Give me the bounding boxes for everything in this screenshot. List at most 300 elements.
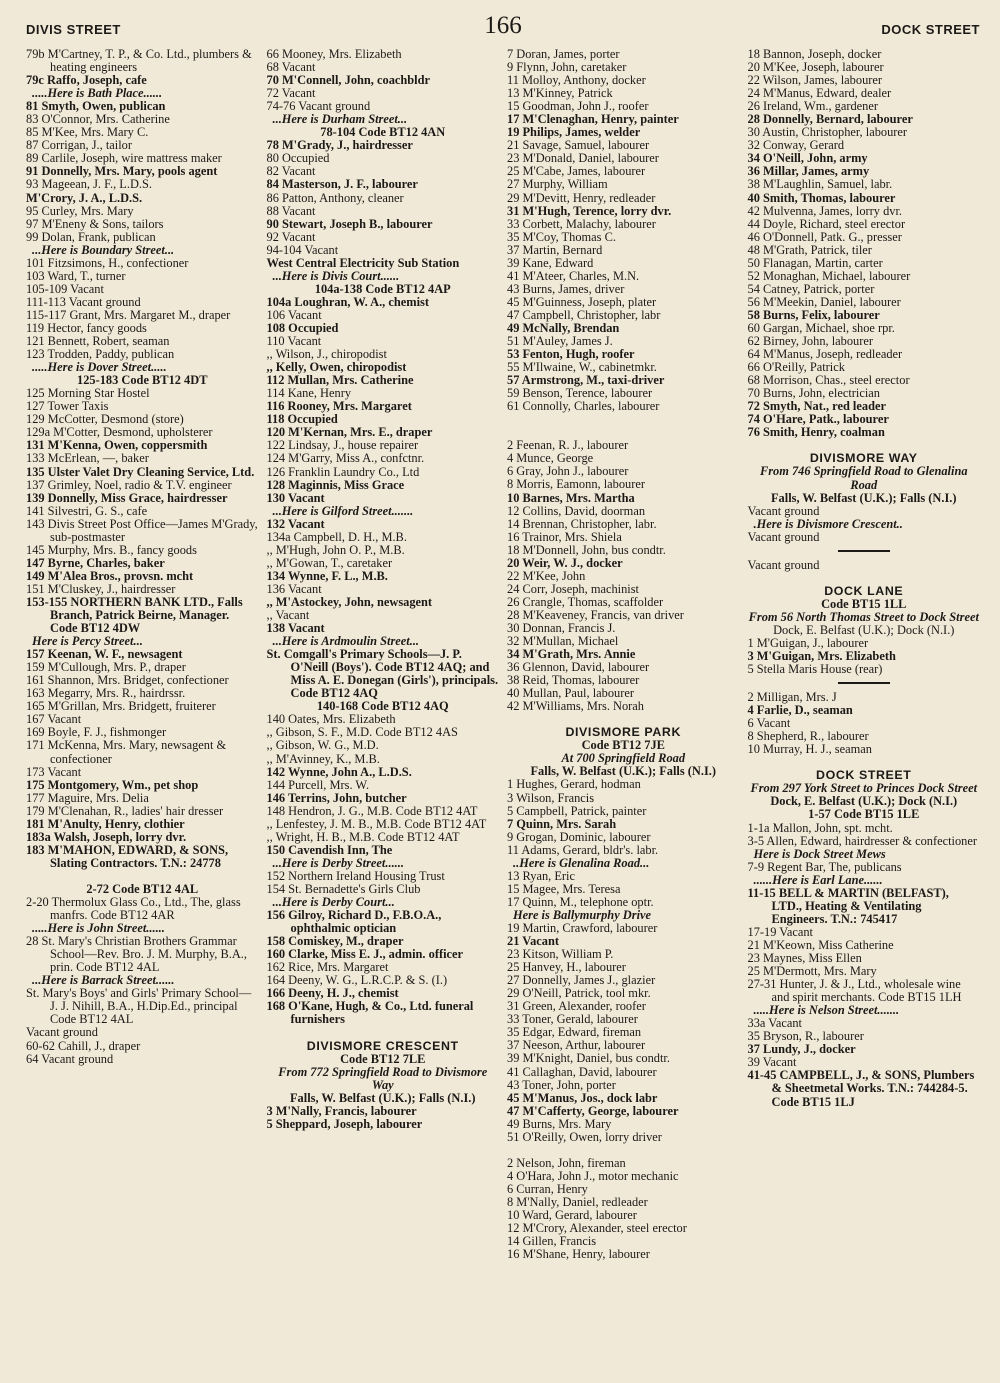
directory-entry: 40 Smith, Thomas, labourer xyxy=(747,190,896,205)
directory-entry: 41 Callaghan, David, labourer xyxy=(507,1064,657,1079)
directory-entry: 160 Clarke, Miss E. J., admin. officer xyxy=(266,947,464,962)
directory-entry: 4 Farlie, D., seaman xyxy=(747,703,853,718)
directory-entry: 74-76 Vacant ground xyxy=(266,99,371,114)
page-number: 166 xyxy=(484,12,522,39)
directory-entry: 7 Quinn, Mrs. Sarah xyxy=(507,816,617,831)
directory-entry: 141 Silvestri, G. S., cafe xyxy=(26,503,148,518)
directory-entry: 79b M'Cartney, T. P., & Co. Ltd., plumbers & heating engineers xyxy=(26,47,252,75)
directory-entry: From 56 North Thomas Street to Dock Street xyxy=(748,609,979,624)
directory-entry: 25 M'Dermott, Mrs. Mary xyxy=(747,964,877,979)
directory-entry: 123 Trodden, Paddy, publican xyxy=(26,347,175,362)
cross-street-marker: Here is Dock Street Mews xyxy=(753,846,886,861)
directory-entry: 90 Stewart, Joseph B., labourer xyxy=(266,216,433,231)
directory-entry: 5 Sheppard, Joseph, labourer xyxy=(266,1116,423,1131)
directory-entry: 56 M'Meekin, Daniel, labourer xyxy=(747,294,901,309)
directory-entry: 37 Lundy, J., docker xyxy=(747,1042,856,1057)
directory-entry: 1 M'Guigan, J., labourer xyxy=(747,635,869,650)
directory-entry: 138 Vacant xyxy=(266,621,325,636)
directory-entry: 111-113 Vacant ground xyxy=(26,294,141,309)
running-head-right: DOCK STREET xyxy=(881,22,980,37)
directory-entry: 81 Smyth, Owen, publican xyxy=(26,99,166,114)
directory-entry: 127 Tower Taxis xyxy=(26,399,109,414)
directory-entry: 33a Vacant xyxy=(747,1016,802,1031)
directory-entry: 64 Vacant ground xyxy=(26,1051,114,1066)
directory-entry: 33 Toner, Gerald, labourer xyxy=(507,1012,638,1027)
spacer xyxy=(507,413,740,426)
directory-entry: 125-183 Code BT12 4DT xyxy=(77,373,208,388)
spacer xyxy=(26,870,259,883)
directory-entry: 39 Vacant xyxy=(747,1055,797,1070)
column-1 xyxy=(26,48,259,1261)
directory-entry: 36 Millar, James, army xyxy=(747,164,870,179)
directory-entry: Vacant ground xyxy=(747,503,820,518)
cross-street-marker: ..Here is Glenalina Road... xyxy=(513,855,650,870)
directory-entry: 95 Curley, Mrs. Mary xyxy=(26,203,134,218)
directory-entry: 49 Burns, Mrs. Mary xyxy=(507,1116,612,1131)
directory-entry: 132 Vacant xyxy=(266,516,325,531)
directory-entry: 1-57 Code BT15 1LE xyxy=(808,807,920,822)
directory-entry: 156 Gilroy, Richard D., F.B.O.A., ophthalmic optician xyxy=(266,908,442,936)
column-2 xyxy=(267,48,500,1261)
directory-entry: 154 St. Bernadette's Girls Club xyxy=(266,882,421,896)
directory-entry: 60-62 Cahill, J., draper xyxy=(26,1038,141,1053)
directory-entry: 137 Grimley, Noel, radio & T.V. engineer xyxy=(26,477,232,492)
directory-entry: 24 M'Manus, Edward, dealer xyxy=(747,86,892,101)
directory-entry: 37 Neeson, Arthur, labourer xyxy=(507,1038,646,1053)
directory-entry: 91 Donnelly, Mrs. Mary, pools agent xyxy=(26,164,218,179)
cross-street-marker: ...Here is Barrack Street...... xyxy=(32,973,175,988)
directory-entry: 135 Ulster Valet Dry Cleaning Service, Ltd. xyxy=(26,464,255,479)
directory-entry: 157 Keenan, W. F., newsagent xyxy=(26,647,183,662)
directory-entry: 10 Murray, H. J., seaman xyxy=(747,742,872,757)
directory-entry: 181 M'Anulty, Henry, clothier xyxy=(26,816,185,831)
street-heading: DIVISMORE CRESCENT xyxy=(306,1038,459,1053)
directory-entry: 175 Montgomery, Wm., pet shop xyxy=(26,777,199,792)
directory-entry: 144 Purcell, Mrs. W. xyxy=(266,777,370,792)
directory-entry: 14 Gillen, Francis xyxy=(507,1234,597,1249)
directory-entry: 17-19 Vacant xyxy=(747,924,813,939)
directory-entry: 7 Doran, James, porter xyxy=(507,47,620,61)
directory-entry: 27-31 Hunter, J. & J., Ltd., wholesale wine and spirit merchants. Code BT15 1LH xyxy=(747,977,962,1005)
directory-entry: 72 Smyth, Nat., red leader xyxy=(747,399,886,414)
directory-entry: 83 O'Connor, Mrs. Catherine xyxy=(26,112,170,127)
directory-entry: 114 Kane, Henry xyxy=(266,386,352,401)
directory-entry: ,, M'Hugh, John O. P., M.B. xyxy=(266,542,405,557)
directory-entry: 158 Comiskey, M., draper xyxy=(266,934,404,949)
cross-street-marker: ...Here is Ardmoulin Street... xyxy=(272,634,420,649)
divider xyxy=(838,550,890,552)
directory-entry: 41-45 CAMPBELL, J., & SONS, Plumbers & Sheetmetal Works. T.N.: 744284-5. Code BT15 1LJ xyxy=(747,1068,975,1109)
directory-entry: 150 Cavendish Inn, The xyxy=(266,842,393,857)
directory-entry: 10 Ward, Gerard, labourer xyxy=(507,1207,637,1222)
directory-entry: 142 Wynne, John A., L.D.S. xyxy=(266,764,412,779)
cross-street-marker: .Here is Divismore Crescent.. xyxy=(753,516,903,531)
directory-entry: 28 Donnelly, Bernard, labourer xyxy=(747,112,913,127)
directory-entry: 171 McKenna, Mrs. Mary, newsagent & confectioner xyxy=(26,738,227,766)
directory-entry: 167 Vacant xyxy=(26,712,82,727)
directory-entry: 51 O'Reilly, Owen, lorry driver xyxy=(507,1129,662,1144)
directory-entry: 136 Vacant xyxy=(266,581,322,596)
directory-entry: 97 M'Eneny & Sons, tailors xyxy=(26,216,164,231)
directory-entry: 45 M'Guinness, Joseph, plater xyxy=(507,294,657,309)
directory-entry: 3 M'Guigan, Mrs. Elizabeth xyxy=(747,649,896,664)
directory-entry: 20 M'Kee, Joseph, labourer xyxy=(747,60,884,75)
directory-entry: 64 M'Manus, Joseph, redleader xyxy=(747,347,903,362)
directory-entry: Falls, W. Belfast (U.K.); Falls (N.I.) xyxy=(289,1090,476,1105)
directory-entry: 55 M'Ilwaine, W., cabinetmkr. xyxy=(507,360,657,375)
directory-entry: 30 Austin, Christopher, labourer xyxy=(747,125,908,140)
directory-entry: 28 M'Keaveney, Francis, van driver xyxy=(507,607,684,622)
directory-entry: 169 Boyle, F. J., fishmonger xyxy=(26,725,167,740)
page-header xyxy=(26,14,980,48)
directory-entry: At 700 Springfield Road xyxy=(561,751,686,766)
directory-entry: 18 M'Donnell, John, bus condtr. xyxy=(507,542,666,557)
cross-street-marker: .....Here is John Street...... xyxy=(32,921,165,936)
directory-entry: 21 Savage, Samuel, labourer xyxy=(507,138,650,153)
directory-entry: 76 Smith, Henry, coalman xyxy=(747,425,885,440)
directory-entry: 130 Vacant xyxy=(266,490,325,505)
directory-entry: 68 Morrison, Chas., steel erector xyxy=(747,373,910,388)
directory-entry: 68 Vacant xyxy=(266,60,316,75)
directory-entry: 94-104 Vacant xyxy=(266,242,339,257)
directory-entry: Vacant ground xyxy=(747,557,820,572)
directory-entry: 43 Toner, John, porter xyxy=(507,1077,616,1092)
directory-entry: 121 Bennett, Robert, seaman xyxy=(26,334,170,349)
directory-entry: 133 McErlean, —, baker xyxy=(26,451,149,466)
directory-entry: 8 M'Nally, Daniel, redleader xyxy=(507,1194,648,1209)
directory-entry: 22 Wilson, James, labourer xyxy=(747,73,883,88)
directory-entry: 32 Conway, Gerard xyxy=(747,138,845,153)
directory-entry: 173 Vacant xyxy=(26,764,82,779)
directory-entry: Vacant ground xyxy=(747,529,820,544)
directory-entry: 35 Bryson, R., labourer xyxy=(747,1029,864,1044)
directory-entry: 13 Ryan, Eric xyxy=(507,868,575,883)
directory-entry: 45 M'Manus, Jos., dock labr xyxy=(507,1090,658,1105)
directory-entry: 183 M'MAHON, EDWARD, & SONS, Slating Contractors. T.N.: 24778 xyxy=(26,842,229,870)
directory-entry: 51 M'Auley, James J. xyxy=(507,334,613,349)
directory-entry: 11 Adams, Gerard, bldr's. labr. xyxy=(507,842,659,857)
street-heading: DOCK STREET xyxy=(816,768,912,783)
directory-entry: 84 Masterson, J. F., labourer xyxy=(266,177,418,192)
directory-entry: 16 M'Shane, Henry, labourer xyxy=(507,1247,650,1262)
cross-street-marker: Here is Ballymurphy Drive xyxy=(513,907,652,922)
directory-entry: 21 M'Keown, Miss Catherine xyxy=(747,937,894,952)
directory-entry: 48 M'Grath, Patrick, tiler xyxy=(747,242,872,257)
directory-entry: 47 Campbell, Christopher, labr xyxy=(507,307,661,322)
directory-entry: 179 M'Clenahan, R., ladies' hair dresser xyxy=(26,803,224,818)
directory-entry: 99 Dolan, Frank, publican xyxy=(26,229,156,244)
directory-entry: 146 Terrins, John, butcher xyxy=(266,790,407,805)
directory-entry: Code BT12 7LE xyxy=(340,1051,426,1066)
directory-entry: From 746 Springfield Road to Glenalina Road xyxy=(759,464,968,492)
directory-entry: ,, Gibson, W. G., M.D. xyxy=(266,738,379,753)
directory-entry: 54 Catney, Patrick, porter xyxy=(747,281,875,296)
directory-entry: 149 M'Alea Bros., provsn. mcht xyxy=(26,568,194,583)
directory-entry: 21 Vacant xyxy=(507,934,559,949)
street-heading: DIVISMORE PARK xyxy=(565,725,682,740)
spacer xyxy=(748,572,981,585)
directory-entry: 165 M'Grillan, Mrs. Bridgett, fruiterer xyxy=(26,699,216,714)
directory-entry: 12 M'Crory, Alexander, steel erector xyxy=(507,1221,687,1236)
directory-entry: 14 Brennan, Christopher, labr. xyxy=(507,516,657,531)
directory-entry: St. Comgall's Primary Schools—J. P. O'Neill (Boys'). Code BT12 4AQ; and Miss A. E. Donegan (Girls'), principals. Code BT12 4AQ xyxy=(266,647,499,701)
directory-entry: 152 Northern Ireland Housing Trust xyxy=(266,868,445,883)
directory-entry: 39 M'Knight, Daniel, bus condtr. xyxy=(507,1051,670,1066)
cross-street-marker: ...Here is Derby Court... xyxy=(272,895,395,910)
directory-entry: 6 Gray, John J., labourer xyxy=(507,464,629,479)
directory-entry: 15 Magee, Mrs. Teresa xyxy=(507,881,621,896)
directory-entry: 62 Birney, John, labourer xyxy=(747,334,873,349)
directory-entry: 128 Maginnis, Miss Grace xyxy=(266,477,405,492)
directory-entry: 112 Mullan, Mrs. Catherine xyxy=(266,373,414,388)
cross-street-marker: ...Here is Derby Street...... xyxy=(272,855,404,870)
directory-entry: West Central Electricity Sub Station xyxy=(266,255,460,270)
directory-entry: 120 M'Kernan, Mrs. E., draper xyxy=(266,425,433,440)
directory-entry: 161 Shannon, Mrs. Bridget, confectioner xyxy=(26,673,229,688)
directory-entry: ,, Vacant xyxy=(266,608,310,623)
directory-entry: 3 M'Nally, Francis, labourer xyxy=(266,1103,417,1118)
directory-entry: 38 M'Laughlin, Samuel, labr. xyxy=(747,177,893,192)
directory-entry: 85 M'Kee, Mrs. Mary C. xyxy=(26,125,149,140)
directory-entry: 119 Hector, fancy goods xyxy=(26,320,147,335)
directory-entry: 1 Hughes, Gerard, hodman xyxy=(507,777,641,792)
directory-entry: 125 Morning Star Hostel xyxy=(26,386,150,401)
directory-entry: From 297 York Street to Princes Dock Street xyxy=(750,781,978,796)
directory-entry: 10 Barnes, Mrs. Martha xyxy=(507,490,635,505)
directory-entry: 11-15 BELL & MARTIN (BELFAST), LTD., Heating & Ventilating Engineers. T.N.: 745417 xyxy=(747,885,949,926)
directory-entry: 2 Milligan, Mrs. J xyxy=(747,690,837,705)
directory-entry: 4 O'Hara, John J., motor mechanic xyxy=(507,1168,679,1183)
street-heading: DIVISMORE WAY xyxy=(809,451,918,466)
column-4 xyxy=(748,48,981,1261)
directory-entry: 105-109 Vacant xyxy=(26,281,104,296)
directory-entry: 33 Corbett, Malachy, labourer xyxy=(507,216,656,231)
directory-entry: 58 Burns, Felix, labourer xyxy=(747,307,880,322)
directory-entry: Falls, W. Belfast (U.K.); Falls (N.I.) xyxy=(770,490,957,505)
spacer xyxy=(267,1027,500,1040)
directory-entry: 35 Edgar, Edward, fireman xyxy=(507,1025,642,1040)
directory-entry: 27 Donnelly, James J., glazier xyxy=(507,973,656,988)
directory-entry: 11 Molloy, Anthony, docker xyxy=(507,73,646,88)
directory-entry: 3-5 Allen, Edward, hairdresser & confectioner xyxy=(747,833,977,848)
directory-entry: St. Mary's Boys' and Girls' Primary School—J. J. Nihill, B.A., H.Dip.Ed., principal Code BT12 4AL xyxy=(26,986,252,1027)
directory-entry: ,, M'Avinney, K., M.B. xyxy=(266,751,380,766)
directory-entry: 6 Vacant xyxy=(747,716,791,731)
directory-entry: 183a Walsh, Joseph, lorry dvr. xyxy=(26,829,187,844)
directory-entry: 78 M'Grady, J., hairdresser xyxy=(266,138,413,153)
directory-entry: 163 Megarry, Mrs. R., hairdrssr. xyxy=(26,686,186,701)
directory-entry: 5 Stella Maris House (rear) xyxy=(747,662,883,677)
directory-entry: 9 Flynn, John, caretaker xyxy=(507,60,627,75)
directory-entry: 139 Donnelly, Miss Grace, hairdresser xyxy=(26,490,228,505)
directory-entry: 70 M'Connell, John, coachbldr xyxy=(266,73,431,88)
directory-entry: 129 McCotter, Desmond (store) xyxy=(26,412,184,427)
directory-entry: 87 Corrigan, J., tailor xyxy=(26,138,132,153)
directory-entry: 124 M'Garry, Miss A., confctnr. xyxy=(266,451,425,466)
directory-entry: 6 Curran, Henry xyxy=(507,1181,588,1196)
spacer xyxy=(507,1144,740,1157)
directory-entry: 5 Campbell, Patrick, painter xyxy=(507,803,647,818)
directory-entry: 134 Wynne, F. L., M.B. xyxy=(266,568,388,583)
directory-entry: 43 Burns, James, driver xyxy=(507,281,625,296)
directory-entry: 49 McNally, Brendan xyxy=(507,320,620,335)
directory-entry: 177 Maguire, Mrs. Delia xyxy=(26,790,149,805)
directory-entry: 93 Mageean, J. F., L.D.S. xyxy=(26,177,152,192)
directory-entry: 116 Rooney, Mrs. Margaret xyxy=(266,399,412,414)
directory-entry: 70 Burns, John, electrician xyxy=(747,386,880,401)
directory-entry: 2 Nelson, John, fireman xyxy=(507,1155,626,1170)
directory-entry: 34 O'Neill, John, army xyxy=(747,151,868,166)
street-heading: DOCK LANE xyxy=(824,583,904,598)
directory-entry: 66 Mooney, Mrs. Elizabeth xyxy=(266,47,402,61)
directory-entry: 52 Monaghan, Michael, labourer xyxy=(747,268,911,283)
directory-entry: 40 Mullan, Paul, labourer xyxy=(507,686,634,701)
directory-entry: 7-9 Regent Bar, The, publicans xyxy=(747,859,902,874)
directory-entry: 88 Vacant xyxy=(266,203,316,218)
directory-entry: ,, Kelly, Owen, chiropodist xyxy=(266,360,407,375)
directory-entry: 60 Gargan, Michael, shoe rpr. xyxy=(747,320,895,335)
directory-entry: 13 M'Kinney, Patrick xyxy=(507,86,613,101)
directory-entry: 140 Oates, Mrs. Elizabeth xyxy=(266,712,396,727)
directory-entry: 148 Hendron, J. G., M.B. Code BT12 4AT xyxy=(266,803,478,818)
directory-entry: 42 M'Williams, Mrs. Norah xyxy=(507,699,644,714)
directory-entry: 27 Murphy, William xyxy=(507,177,608,192)
directory-entry: 19 Martin, Crawford, labourer xyxy=(507,921,658,935)
cross-street-marker: ...Here is Divis Court...... xyxy=(272,268,400,283)
directory-entry: Falls, W. Belfast (U.K.); Falls (N.I.) xyxy=(530,764,716,779)
directory-entry: 153-155 NORTHERN BANK LTD., Falls Branch, Patrick Beirne, Manager. Code BT12 4DW xyxy=(26,594,243,636)
directory-entry: 126 Franklin Laundry Co., Ltd xyxy=(266,464,420,479)
directory-entry: 74 O'Hare, Patk., labourer xyxy=(747,412,889,427)
cross-street-marker: .....Here is Nelson Street....... xyxy=(753,1003,900,1018)
directory-entry: 103 Ward, T., turner xyxy=(26,268,126,283)
directory-entry: 66 O'Reilly, Patrick xyxy=(747,360,845,375)
directory-entry: 30 Donnan, Francis J. xyxy=(507,620,616,635)
directory-entry: 118 Occupied xyxy=(266,412,338,427)
directory-entry: 131 M'Kenna, Owen, coppersmith xyxy=(26,438,208,453)
directory-entry: 151 M'Cluskey, J., hairdresser xyxy=(26,581,176,596)
directory-entry: Dock, E. Belfast (U.K.); Dock (N.I.) xyxy=(773,622,955,637)
directory-entry: 79c Raffo, Joseph, cafe xyxy=(26,73,147,88)
directory-entry: 39 Kane, Edward xyxy=(507,255,594,270)
directory-entry: 38 Reid, Thomas, labourer xyxy=(507,673,640,688)
directory-entry: 25 M'Cabe, James, labourer xyxy=(507,164,646,179)
directory-entry: 72 Vacant xyxy=(266,86,316,101)
directory-entry: 36 Glennon, David, labourer xyxy=(507,660,650,675)
directory-entry: 82 Vacant xyxy=(266,164,316,179)
directory-entry: 16 Trainor, Mrs. Shiela xyxy=(507,529,622,544)
directory-entry: 168 O'Kane, Hugh, & Co., Ltd. funeral furnishers xyxy=(266,999,474,1027)
running-head-left: DIVIS STREET xyxy=(26,22,121,37)
directory-entry: ,, Gibson, S. F., M.D. Code BT12 4AS xyxy=(266,725,458,740)
directory-entry: 86 Patton, Anthony, cleaner xyxy=(266,190,404,205)
directory-entry: 129a M'Cotter, Desmond, upholsterer xyxy=(26,425,213,440)
directory-entry: 26 Ireland, Wm., gardener xyxy=(747,99,879,114)
directory-entry: 19 Philips, James, welder xyxy=(507,125,641,140)
cross-street-marker: ......Here is Earl Lane...... xyxy=(753,872,883,887)
directory-entry: 42 Mulvenna, James, lorry dvr. xyxy=(747,203,903,218)
directory-entry: 26 Crangle, Thomas, scaffolder xyxy=(507,594,664,609)
directory-entry: 101 Fitzsimons, H., confectioner xyxy=(26,255,189,270)
directory-entry: 166 Deeny, H. J., chemist xyxy=(266,986,399,1001)
directory-entry: 24 Corr, Joseph, machinist xyxy=(507,581,640,596)
directory-entry: 2-72 Code BT12 4AL xyxy=(86,881,199,896)
directory-entry: 115-117 Grant, Mrs. Margaret M., draper xyxy=(26,307,231,322)
directory-entry: 134a Campbell, D. H., M.B. xyxy=(266,529,407,544)
directory-entry: 147 Byrne, Charles, baker xyxy=(26,555,165,570)
directory-entry: 2-20 Thermolux Glass Co., Ltd., The, glass manfrs. Code BT12 4AR xyxy=(26,895,241,923)
cross-street-marker: ...Here is Gilford Street....... xyxy=(272,503,414,518)
directory-entry: 23 Kitson, William P. xyxy=(507,947,614,962)
directory-entry: 92 Vacant xyxy=(266,229,316,244)
directory-entry: 162 Rice, Mrs. Margaret xyxy=(266,960,389,975)
directory-entry: ,, Wilson, J., chiropodist xyxy=(266,347,387,362)
directory-entry: 53 Fenton, Hugh, roofer xyxy=(507,347,635,362)
directory-entry: 28 St. Mary's Christian Brothers Grammar School—Rev. Bro. J. M. Murphy, B.A., prin. Code BT12 4AL xyxy=(26,934,247,975)
directory-entry: 9 Grogan, Dominic, labourer xyxy=(507,829,651,844)
directory-entry: 57 Armstrong, M., taxi-driver xyxy=(507,373,665,388)
directory-entry: ,, Lenfestey, J. M. B., M.B. Code BT12 4AT xyxy=(266,816,487,831)
directory-entry: 32 M'Mullan, Michael xyxy=(507,634,619,649)
directory-entry: 35 M'Coy, Thomas C. xyxy=(507,229,616,244)
directory-entry: 50 Flanagan, Martin, carter xyxy=(747,255,883,270)
directory-entry: From 772 Springfield Road to Divismore Way xyxy=(278,1064,488,1092)
cross-street-marker: .....Here is Dover Street..... xyxy=(32,360,167,375)
directory-entry: ,, M'Astockey, John, newsagent xyxy=(266,594,433,609)
directory-entry: 108 Occupied xyxy=(266,320,339,335)
directory-entry: 29 O'Neill, Patrick, tool mkr. xyxy=(507,986,651,1001)
directory-entry: 59 Benson, Terence, labourer xyxy=(507,386,653,401)
directory-entry: 106 Vacant xyxy=(266,307,322,322)
directory-entry: 46 O'Donnell, Patk. G., presser xyxy=(747,229,902,244)
directory-entry: 8 Shepherd, R., labourer xyxy=(747,729,869,744)
cross-street-marker: ...Here is Durham Street... xyxy=(272,112,408,127)
directory-entry: 3 Wilson, Francis xyxy=(507,790,595,805)
directory-entry: Vacant ground xyxy=(26,1025,98,1040)
cross-street-marker: .....Here is Bath Place...... xyxy=(32,86,163,101)
directory-entry: 61 Connolly, Charles, labourer xyxy=(507,399,660,414)
directory-entry: 18 Bannon, Joseph, docker xyxy=(747,47,882,61)
directory-entry: Code BT12 7JE xyxy=(581,738,665,753)
column-3 xyxy=(507,48,740,1261)
divider xyxy=(838,682,890,684)
directory-entry: ,, Wright, H. B., M.B. Code BT12 4AT xyxy=(266,829,460,844)
directory-entry: 22 M'Kee, John xyxy=(507,568,586,583)
directory-entry: 41 M'Ateer, Charles, M.N. xyxy=(507,268,640,283)
directory-entry: 44 Doyle, Richard, steel erector xyxy=(747,216,906,231)
directory-entry: 104a Loughran, W. A., chemist xyxy=(266,294,429,309)
cross-street-marker: Here is Percy Street... xyxy=(32,634,143,649)
directory-entry: 37 Martin, Bernard xyxy=(507,242,603,257)
directory-entry: 31 M'Hugh, Terence, lorry dvr. xyxy=(507,203,672,218)
directory-entry: 15 Goodman, John J., roofer xyxy=(507,99,649,114)
directory-entry: ,, M'Gowan, T., caretaker xyxy=(266,555,393,570)
columns xyxy=(26,48,980,1261)
directory-entry: 25 Hanvey, H., labourer xyxy=(507,960,626,975)
directory-entry: 89 Carlile, Joseph, wire mattress maker xyxy=(26,151,222,166)
directory-entry: 4 Munce, George xyxy=(507,451,594,466)
directory-entry: 8 Morris, Eamonn, labourer xyxy=(507,477,645,492)
directory-entry: 140-168 Code BT12 4AQ xyxy=(316,699,449,714)
directory-entry: 145 Murphy, Mrs. B., fancy goods xyxy=(26,542,197,557)
directory-entry: 78-104 Code BT12 4AN xyxy=(320,125,446,140)
directory-entry: 110 Vacant xyxy=(266,334,322,349)
directory-entry: 29 M'Devitt, Henry, redleader xyxy=(507,190,656,205)
cross-street-marker: ...Here is Boundary Street... xyxy=(32,242,175,257)
directory-entry: 31 Green, Alexander, roofer xyxy=(507,999,646,1014)
directory-entry: 23 Maynes, Miss Ellen xyxy=(747,951,862,965)
directory-entry: 23 M'Donald, Daniel, labourer xyxy=(507,151,659,166)
